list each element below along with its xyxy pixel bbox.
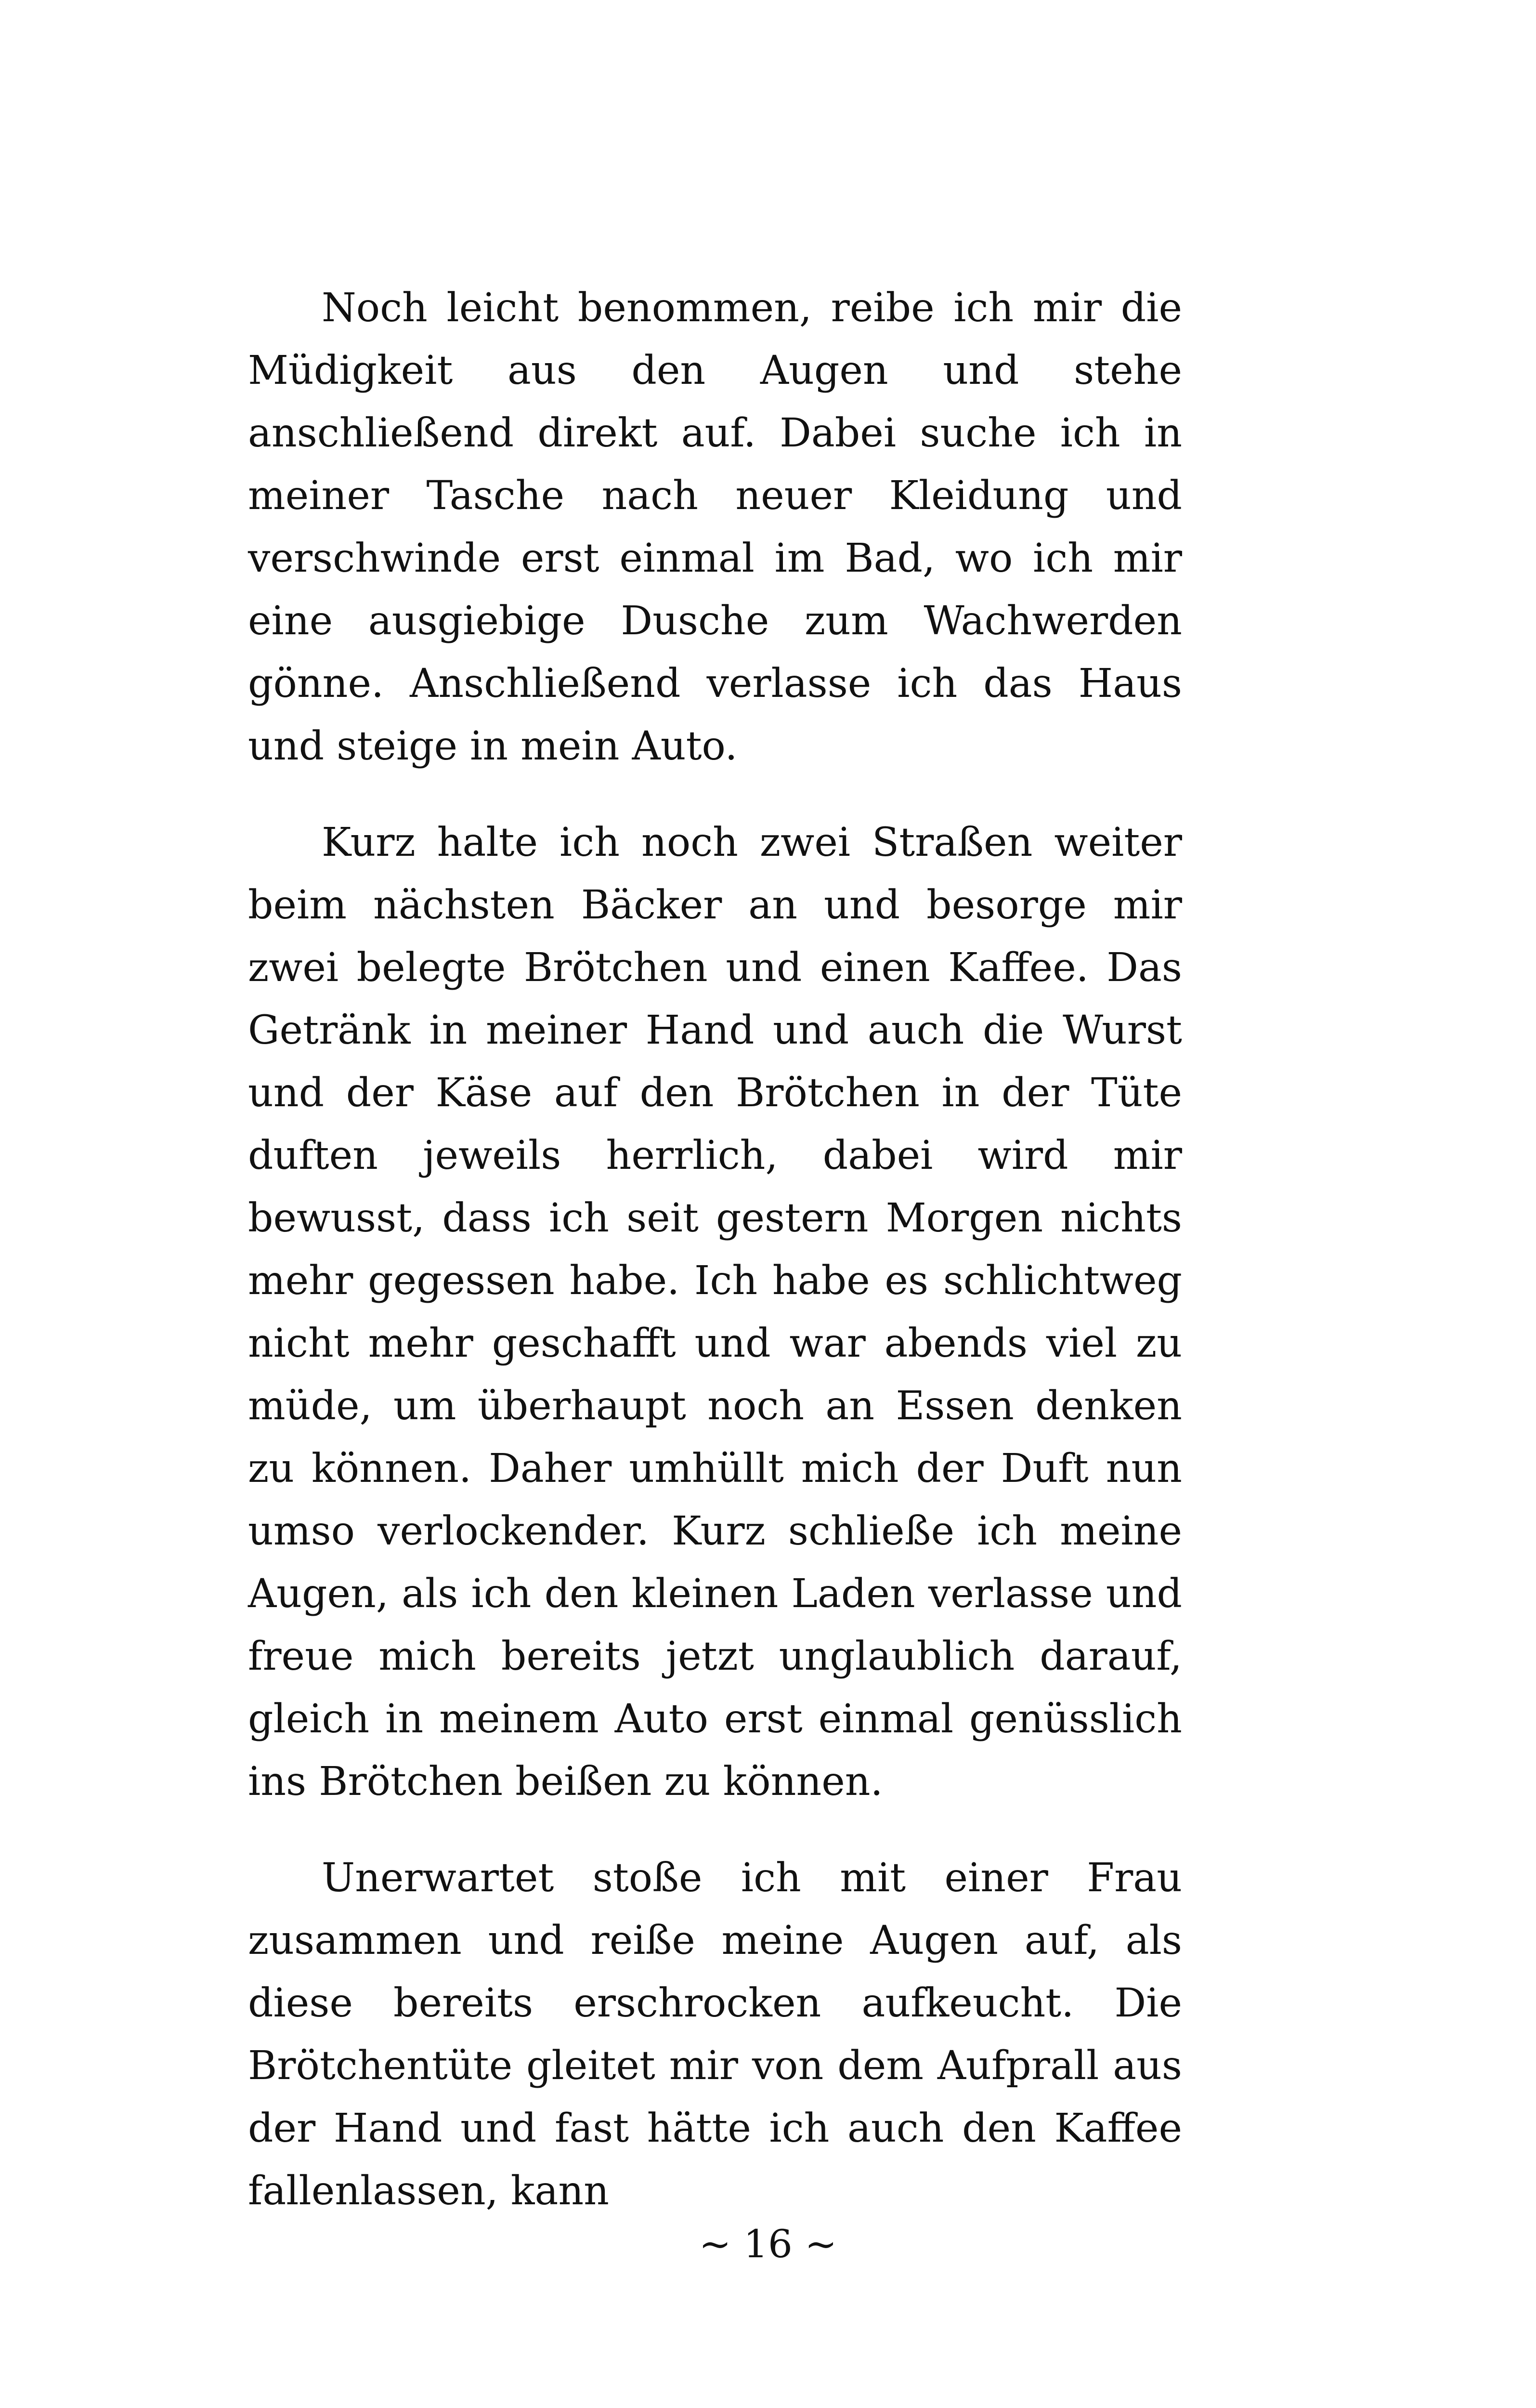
paragraph-1: Noch leicht benommen, reibe ich mir die Müdigkeit aus den Augen und stehe anschließend direkt auf. Dabei suche ich in meiner Tasche nach neuer Kleidung und verschwinde erst einmal im Bad, wo ich mir eine ausgiebige Dusche zum Wachwerden gönne. Anschließend verlasse ich das Haus und steige in mein Auto. [248,285,1182,769]
paragraph-2: Kurz halte ich noch zwei Straßen weiter beim nächsten Bäcker an und besorge mir zwei belegte Brötchen und einen Kaffee. Das Getränk in meiner Hand und auch die Wurst und der Käse auf den Brötchen in der Tüte duften jeweils herrlich, dabei wird mir bewusst, dass ich seit gestern Morgen nichts mehr gegessen habe. Ich habe es schlichtweg nicht mehr geschafft und war abends viel zu müde, um überhaupt noch an Essen denken zu können. Daher umhüllt mich der Duft nun umso verlockender. Kurz schließe ich meine Augen, als ich den kleinen Laden verlasse und freue mich bereits jetzt unglaublich darauf, gleich in meinem Auto erst einmal genüsslich ins Brötchen beißen zu können. [248,820,1182,1805]
paragraph-3: Unerwartet stoße ich mit einer Frau zusammen und reiße meine Augen auf, als diese bereits erschrocken aufkeucht. Die Brötchentüte gleitet mir von dem Aufprall aus der Hand und fast hätte ich auch den Kaffee fallenlassen, kann [248,1855,1182,2214]
page-number: ~ 16 ~ [699,2222,837,2266]
body-text [248,277,1182,2223]
